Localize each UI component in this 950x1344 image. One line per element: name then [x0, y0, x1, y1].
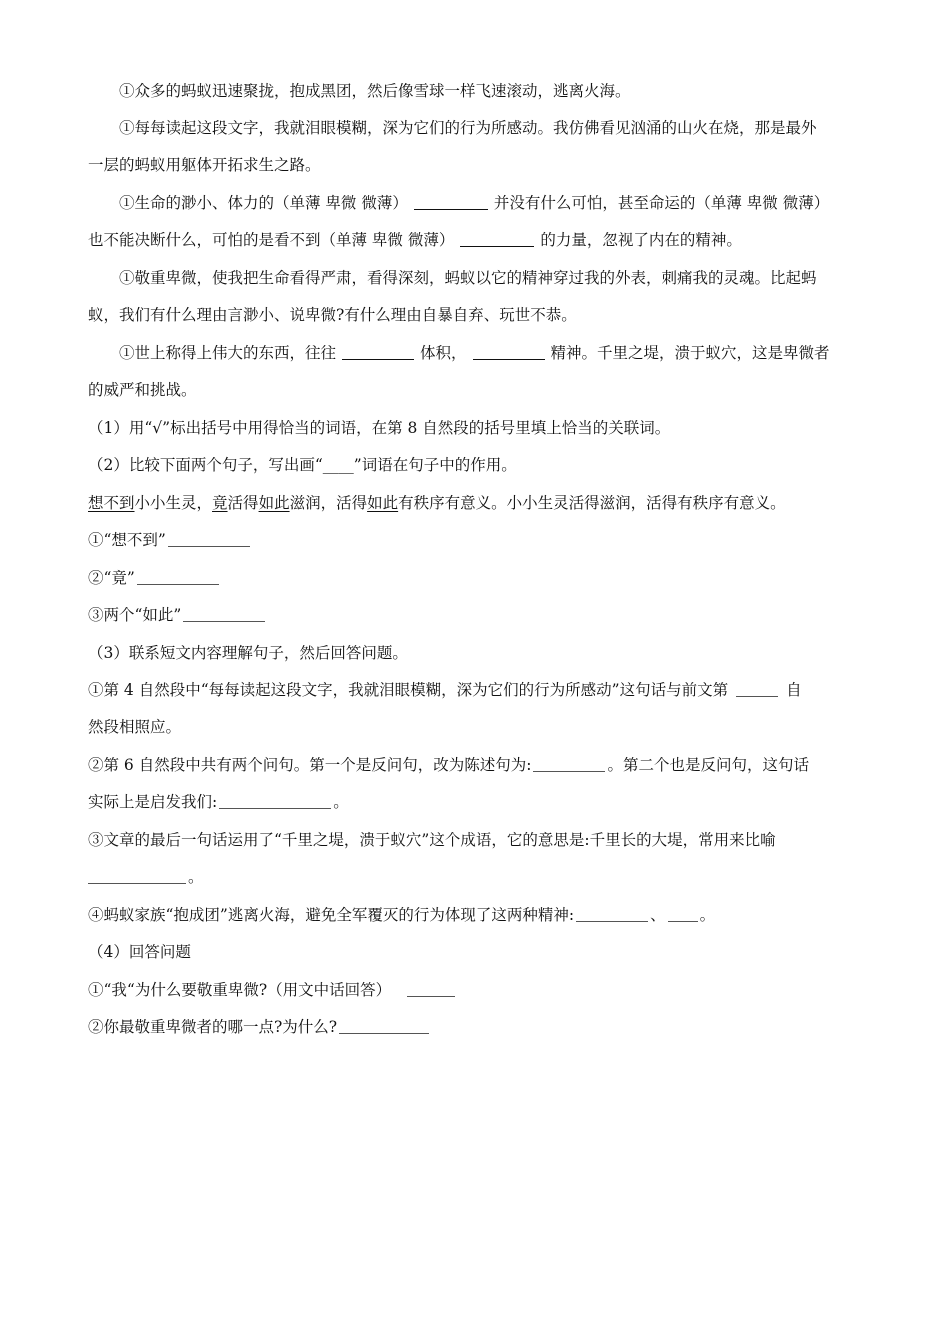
- question-3-4: ④蚂蚁家族“抱成团”逃离火海，避免全军覆灭的行为体现了这两种精神: 、 。: [88, 906, 716, 924]
- question-3-3-line-2: 。: [88, 867, 204, 887]
- question-4: （4）回答问题: [88, 943, 191, 961]
- answer-blank[interactable]: [533, 755, 605, 772]
- passage-paragraph-5: ①众多的蚂蚁迅速聚拢，抱成黑团，然后像雪球一样飞速滚动，逃离火海。: [119, 82, 631, 100]
- passage-paragraph-7-line-2: 也不能决断什么，可怕的是看不到（单薄 卑微 微薄） 的力量，忽视了内在的精神。: [88, 231, 742, 249]
- question-3-3-line-1: ③文章的最后一句话运用了“千里之堤，溃于蚁穴”这个成语，它的意思是:千里长的大堤，常用来比喻: [88, 831, 776, 849]
- answer-blank[interactable]: [168, 530, 250, 547]
- answer-blank[interactable]: [183, 605, 265, 622]
- answer-blank[interactable]: [88, 867, 186, 884]
- answer-blank[interactable]: [339, 1017, 429, 1034]
- question-4-1: ①“我“为什么要敬重卑微?（用文中话回答）: [88, 980, 457, 1000]
- passage-paragraph-6-line-2: 一层的蚂蚁用躯体开拓求生之路。: [88, 156, 321, 174]
- question-4-2: ②你最敬重卑微者的哪一点?为什么?: [88, 1017, 431, 1037]
- answer-blank[interactable]: [407, 980, 455, 997]
- passage-paragraph-6-line-1: ①每每读起这段文字，我就泪眼模糊，深为它们的行为所感动。我仿佛看见汹涌的山火在烧，那是最外: [119, 119, 817, 137]
- passage-paragraph-9-line-2: 的威严和挑战。: [88, 381, 197, 399]
- question-3: （3）联系短文内容理解句子，然后回答问题。: [88, 644, 408, 662]
- question-1: （1）用“√”标出括号中用得恰当的词语，在第 8 自然段的括号里填上恰当的关联词。: [88, 419, 671, 437]
- passage-paragraph-9-line-1: ①世上称得上伟大的东西，往往 体积， 精神。千里之堤，溃于蚁穴，这是卑微者: [119, 344, 830, 362]
- answer-blank[interactable]: [414, 193, 488, 210]
- answer-blank[interactable]: [137, 568, 219, 585]
- question-3-1-line-1: ①第 4 自然段中“每每读起这段文字，我就泪眼模糊，深为它们的行为所感动”这句话与前文第 自: [88, 681, 802, 699]
- passage-paragraph-7-line-1: ①生命的渺小、体力的（单薄 卑微 微薄） 并没有什么可怕，甚至命运的（单薄 卑微 微薄）: [119, 194, 830, 212]
- passage-paragraph-8-line-2: 蚁，我们有什么理由言渺小、说卑微?有什么理由自暴自弃、玩世不恭。: [88, 306, 577, 324]
- question-2: （2）比较下面两个句子，写出画“____”词语在句子中的作用。: [88, 456, 517, 474]
- passage-paragraph-8-line-1: ①敬重卑微，使我把生命看得严肃，看得深刻，蚂蚁以它的精神穿过我的外表，刺痛我的灵魂。比起蚂: [119, 269, 817, 287]
- question-3-1-line-2: 然段相照应。: [88, 718, 182, 736]
- question-2-sentence: 想不到小小生灵，竟活得如此滋润，活得如此有秩序有意义。小小生灵活得滋润，活得有秩序有意义。: [88, 494, 786, 512]
- question-2-answer-2: ②“竟”: [88, 568, 221, 588]
- answer-blank[interactable]: [219, 792, 331, 809]
- question-3-2-line-1: ②第 6 自然段中共有两个问句。第一个是反问句，改为陈述句为: 。第二个也是反问句，这句话: [88, 756, 809, 774]
- answer-blank[interactable]: [576, 905, 648, 922]
- question-2-answer-1: ①“想不到”: [88, 530, 252, 550]
- answer-blank[interactable]: [473, 343, 545, 360]
- question-2-answer-3: ③两个“如此”: [88, 605, 267, 625]
- answer-blank[interactable]: [460, 230, 534, 247]
- answer-blank[interactable]: [342, 343, 414, 360]
- answer-blank[interactable]: [668, 905, 698, 922]
- answer-blank[interactable]: [736, 680, 778, 697]
- question-3-2-line-2: 实际上是启发我们: 。: [88, 793, 349, 811]
